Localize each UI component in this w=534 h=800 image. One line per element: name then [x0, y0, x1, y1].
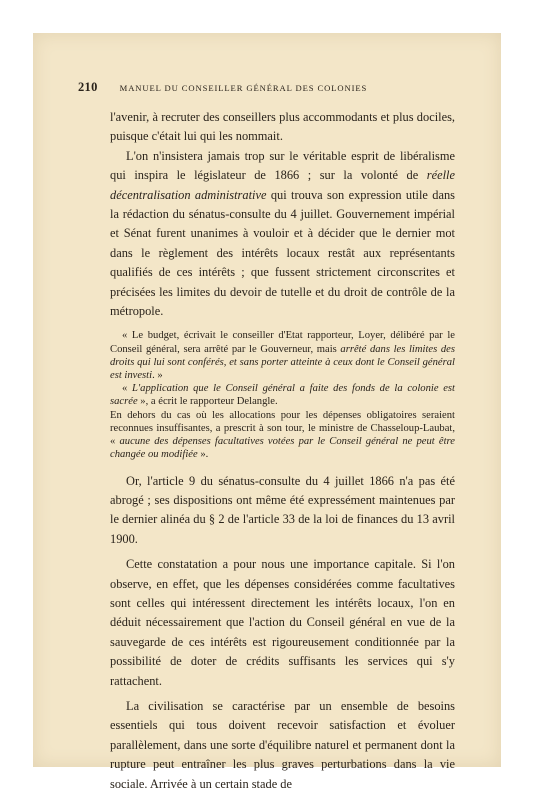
quote-delangle-emphasis: L'application que le Conseil général a faite des fonds de la colonie est sacrée — [110, 383, 455, 408]
quote-loyer-a: « Le budget, écrivait le conseiller d'Etat rapporteur, Loyer, délibéré par le Conseil général, sera arrêté par le Gouverneur, mais — [110, 330, 455, 355]
body-text — [110, 108, 455, 794]
quote-chasseloup-b: ». — [197, 449, 209, 461]
page-header — [78, 80, 456, 95]
quote-chasseloup — [110, 409, 455, 462]
quote-delangle-b: », a écrit le rapporteur Delangle. — [137, 396, 278, 408]
quote-delangle-a: « — [122, 383, 133, 395]
block-quote — [110, 329, 455, 461]
paragraph-1: l'avenir, à recruter des conseillers plus accommodants et plus dociles, puisque c'était lui qui les nommait. — [110, 110, 455, 144]
quote-chasseloup-a: En dehors du cas où les allocations pour les dépenses obligatoires seraient reconnues insuffisantes, a prescrit à son tour, le ministre de Chasseloup-Laubat, « — [110, 409, 455, 448]
paragraph-2 — [110, 147, 455, 322]
quote-loyer — [110, 329, 455, 382]
paragraph-2-part-a: L'on n'insistera jamais trop sur le véritable esprit de libéralisme qui inspira le législateur de 1866 ; sur la volonté de — [110, 148, 455, 183]
paragraph-5: La civilisation se caractérise par un ensemble de besoins essentiels qui tous doivent recevoir satisfaction et évoluer parallèlement, dans une sorte d'équilibre naturel et permanent dont la rupture peut entraîner les plus graves perturbations dans la vie sociale. Arrivée à un certain stade de — [110, 698, 455, 791]
page-number: 210 — [78, 80, 98, 94]
quote-chasseloup-emphasis: aucune des dépenses facultatives votées par le Conseil général ne peut être changée ou modifiée — [110, 436, 455, 461]
quote-loyer-b: . » — [152, 370, 163, 382]
quote-delangle — [110, 382, 455, 408]
running-head: MANUEL DU CONSEILLER GÉNÉRAL DES COLONIES — [119, 83, 368, 93]
paragraph-3: Or, l'article 9 du sénatus-consulte du 4 juillet 1866 n'a pas été abrogé ; ses dispositions ont même été expressément maintenues par le dernier alinéa du § 2 de l'article 33 de la loi de finances du 13 avril 1900. — [110, 473, 455, 546]
paragraph-2-part-b: qui trouva son expression utile dans la rédaction du sénatus-consulte du 4 juillet. Gouvernement impérial et Sénat furent unanimes à vouloir et à décider que le dernier mot dans le règlement des intérêts locaux restât aux représentants qualifiés de ces intérêts ; que fussent strictement circonscrites et précisées les limites du devoir de tutelle et du droit de contrôle de la métropole. — [110, 187, 455, 319]
paragraph-2-emphasis: réelle décentralisation administrative — [110, 168, 455, 202]
paragraph-4: Cette constatation a pour nous une importance capitale. Si l'on observe, en effet, que les dépenses considérées comme facultatives sont celles qui intéressent directement les intérêts locaux, l'on en déduit nécessairement que l'action du Conseil général en vue de la sauvegarde de ces intérêts est rigoureusement conditionnée par la possibilité de doter de crédits suffisants les services qui s'y rattachent. — [110, 557, 455, 688]
quote-loyer-emphasis: arrêté dans les limites des droits qui lui sont conférés, et sans porter atteinte à ceux dont le Conseil général est investi — [110, 343, 455, 382]
